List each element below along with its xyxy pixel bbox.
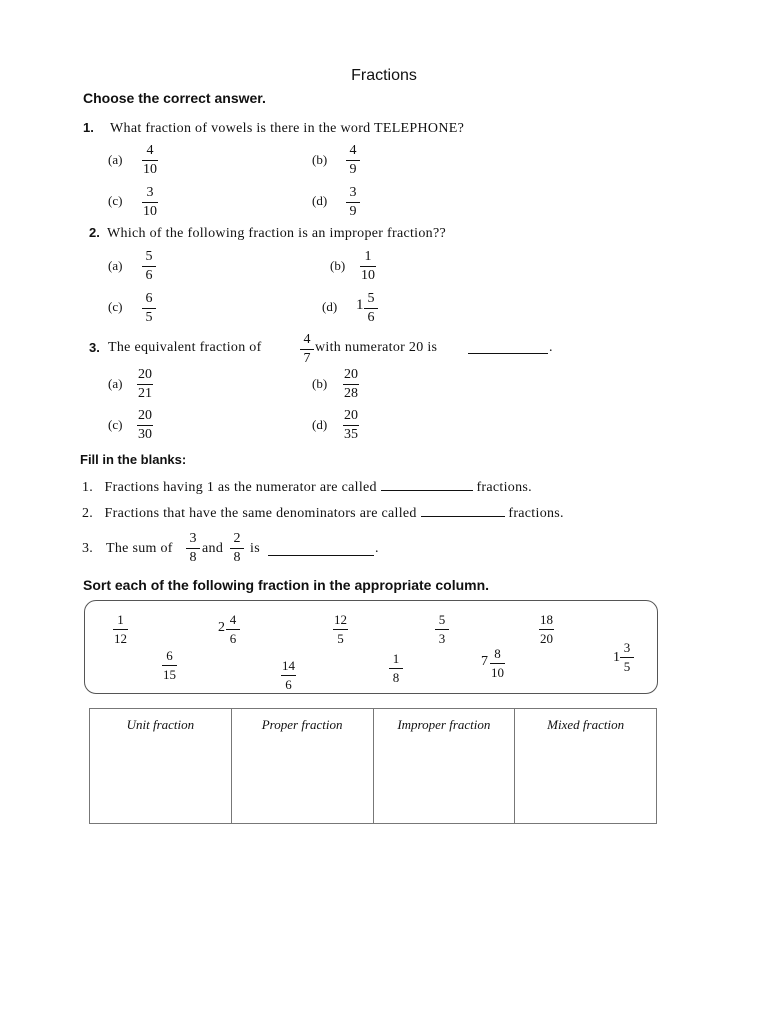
answer-blank[interactable] (268, 543, 374, 556)
denominator: 6 (145, 268, 153, 283)
numerator: 20 (344, 408, 358, 423)
fraction-bar (343, 384, 359, 385)
numerator: 8 (494, 646, 501, 661)
pool-fraction[interactable] (281, 658, 296, 692)
denominator: 9 (349, 162, 357, 177)
item-text-after: is (250, 541, 260, 556)
denominator: 15 (163, 667, 176, 682)
question-number: 2. (89, 225, 100, 240)
numerator: 3 (146, 185, 154, 200)
pool-fraction[interactable] (620, 640, 634, 674)
numerator: 4 (229, 612, 237, 627)
numerator: 5 (145, 249, 153, 264)
pool-fraction[interactable] (226, 612, 240, 646)
pool-fraction[interactable] (539, 612, 554, 646)
option-label: (c) (108, 299, 123, 314)
denominator: 9 (349, 204, 357, 219)
fraction-bar (389, 668, 403, 669)
denominator: 8 (189, 550, 197, 565)
column-proper-fraction[interactable] (231, 709, 373, 824)
numerator: 12 (334, 612, 347, 627)
option-label: (c) (108, 417, 123, 432)
denominator: 30 (138, 427, 152, 442)
numerator: 20 (138, 408, 152, 423)
page-title: Fractions (351, 67, 417, 84)
fraction-bar (539, 629, 554, 630)
option-label: (d) (312, 193, 328, 208)
option-label: (b) (330, 258, 346, 273)
item-number: 1. (82, 480, 94, 495)
fraction-bar (333, 629, 348, 630)
fraction-bar (230, 548, 244, 549)
denominator: 3 (438, 631, 446, 646)
section-heading-fill: Fill in the blanks: (80, 452, 187, 467)
numerator: 6 (145, 291, 153, 306)
column-mixed-fraction[interactable] (515, 709, 657, 824)
numerator: 20 (344, 367, 358, 382)
question-text: Which of the following fraction is an improper fraction?? (107, 226, 446, 241)
column-header: Mixed fraction (547, 717, 625, 732)
denominator: 12 (114, 631, 127, 646)
denominator: 10 (361, 268, 375, 283)
fraction-bar (162, 665, 177, 666)
fraction-bar (142, 160, 158, 161)
fraction-bar (142, 308, 156, 309)
fraction-bar (142, 266, 156, 267)
numerator: 3 (349, 185, 357, 200)
option-label: (a) (108, 258, 123, 273)
numerator: 1 (392, 651, 400, 666)
answer-blank[interactable] (468, 341, 548, 354)
option-fraction[interactable] (364, 291, 378, 325)
numerator: 3 (623, 640, 631, 655)
fraction-bar (226, 629, 240, 630)
numerator: 2 (233, 531, 241, 546)
item-text: The sum of (106, 541, 173, 556)
numerator: 1 (364, 249, 372, 264)
fraction-bar (113, 629, 128, 630)
pool-fraction[interactable] (490, 646, 505, 680)
pool-fraction[interactable] (162, 648, 177, 682)
section-heading-choose: Choose the correct answer. (83, 90, 266, 106)
option-fraction[interactable] (346, 143, 360, 177)
denominator: 6 (367, 310, 375, 325)
denominator: 5 (623, 659, 631, 674)
mixed-whole: 7 (481, 654, 488, 669)
denominator: 21 (138, 386, 152, 401)
denominator: 10 (491, 665, 504, 680)
option-label: (a) (108, 152, 123, 167)
mixed-whole: 1 (356, 297, 364, 313)
fraction-bar (346, 160, 360, 161)
numerator: 6 (166, 648, 173, 663)
question-text: What fraction of vowels is there in the word TELEPHONE? (110, 121, 465, 136)
option-label: (d) (312, 417, 328, 432)
column-header: Improper fraction (397, 717, 491, 732)
numerator: 1 (117, 612, 124, 627)
inline-fraction (230, 531, 244, 565)
question-number: 1. (83, 120, 94, 135)
question-end: . (549, 340, 553, 355)
fraction-bar (435, 629, 449, 630)
item-text: Fractions having 1 as the numerator are called (104, 480, 377, 495)
option-fraction[interactable] (142, 143, 158, 177)
pool-fraction[interactable] (435, 612, 449, 646)
numerator: 5 (438, 612, 446, 627)
numerator: 18 (540, 612, 553, 627)
column-header: Unit fraction (126, 717, 195, 732)
numerator: 3 (189, 531, 197, 546)
answer-blank[interactable] (421, 504, 505, 517)
fraction-bar (490, 663, 505, 664)
denominator: 8 (233, 550, 241, 565)
question-text: with numerator 20 is (315, 340, 438, 355)
fraction-bar (343, 425, 359, 426)
option-label: (a) (108, 376, 123, 391)
option-fraction[interactable] (142, 185, 158, 219)
fraction-bar (300, 349, 314, 350)
fraction-bar (360, 266, 376, 267)
fraction-bar (346, 202, 360, 203)
inline-fraction (186, 531, 200, 565)
denominator: 28 (344, 386, 358, 401)
denominator: 5 (337, 631, 344, 646)
item-end: . (375, 541, 379, 556)
pool-fraction[interactable] (389, 651, 403, 685)
option-fraction[interactable] (137, 367, 153, 401)
numerator: 4 (349, 143, 357, 158)
option-fraction[interactable] (343, 408, 359, 442)
mixed-whole: 1 (613, 650, 620, 665)
denominator: 5 (145, 310, 153, 325)
numerator: 14 (282, 658, 295, 673)
fraction-bar (364, 308, 378, 309)
option-fraction[interactable] (343, 367, 359, 401)
denominator: 8 (392, 670, 400, 685)
fraction-bar (137, 384, 153, 385)
denominator: 10 (143, 204, 157, 219)
item-number: 3. (82, 541, 94, 556)
option-fraction[interactable] (137, 408, 153, 442)
numerator: 20 (138, 367, 152, 382)
option-label: (b) (312, 376, 328, 391)
answer-blank[interactable] (381, 478, 473, 491)
fill-item-2 (82, 504, 564, 522)
numerator: 4 (303, 332, 311, 347)
item-text-after: fractions. (508, 506, 564, 521)
denominator: 6 (229, 631, 237, 646)
option-fraction[interactable] (346, 185, 360, 219)
option-fraction[interactable] (360, 249, 376, 283)
mixed-whole: 2 (218, 620, 225, 635)
pool-fraction[interactable] (333, 612, 348, 646)
column-header: Proper fraction (261, 717, 343, 732)
denominator: 7 (303, 351, 311, 366)
fraction-bar (142, 202, 158, 203)
denominator: 35 (344, 427, 358, 442)
option-fraction[interactable] (142, 291, 156, 325)
inline-fraction (300, 332, 314, 366)
denominator: 6 (285, 677, 292, 692)
fill-item-1 (82, 478, 532, 496)
option-label: (b) (312, 152, 328, 167)
fraction-bar (620, 657, 634, 658)
sort-table (89, 708, 657, 824)
question-number: 3. (89, 340, 100, 355)
option-label: (d) (322, 299, 338, 314)
option-fraction[interactable] (142, 249, 156, 283)
fraction-bar (137, 425, 153, 426)
fraction-bar (281, 675, 296, 676)
column-improper-fraction[interactable] (373, 709, 515, 824)
item-text-after: fractions. (476, 480, 532, 495)
item-number: 2. (82, 506, 94, 521)
denominator: 10 (143, 162, 157, 177)
item-text: Fractions that have the same denominators are called (104, 506, 417, 521)
fraction-bar (186, 548, 200, 549)
column-unit-fraction[interactable] (90, 709, 232, 824)
pool-fraction[interactable] (113, 612, 128, 646)
denominator: 20 (540, 631, 553, 646)
section-heading-sort: Sort each of the following fraction in the appropriate column. (83, 577, 490, 593)
numerator: 4 (146, 143, 154, 158)
question-text: The equivalent fraction of (108, 340, 262, 355)
option-label: (c) (108, 193, 123, 208)
numerator: 5 (367, 291, 375, 306)
item-text-mid: and (202, 541, 224, 556)
